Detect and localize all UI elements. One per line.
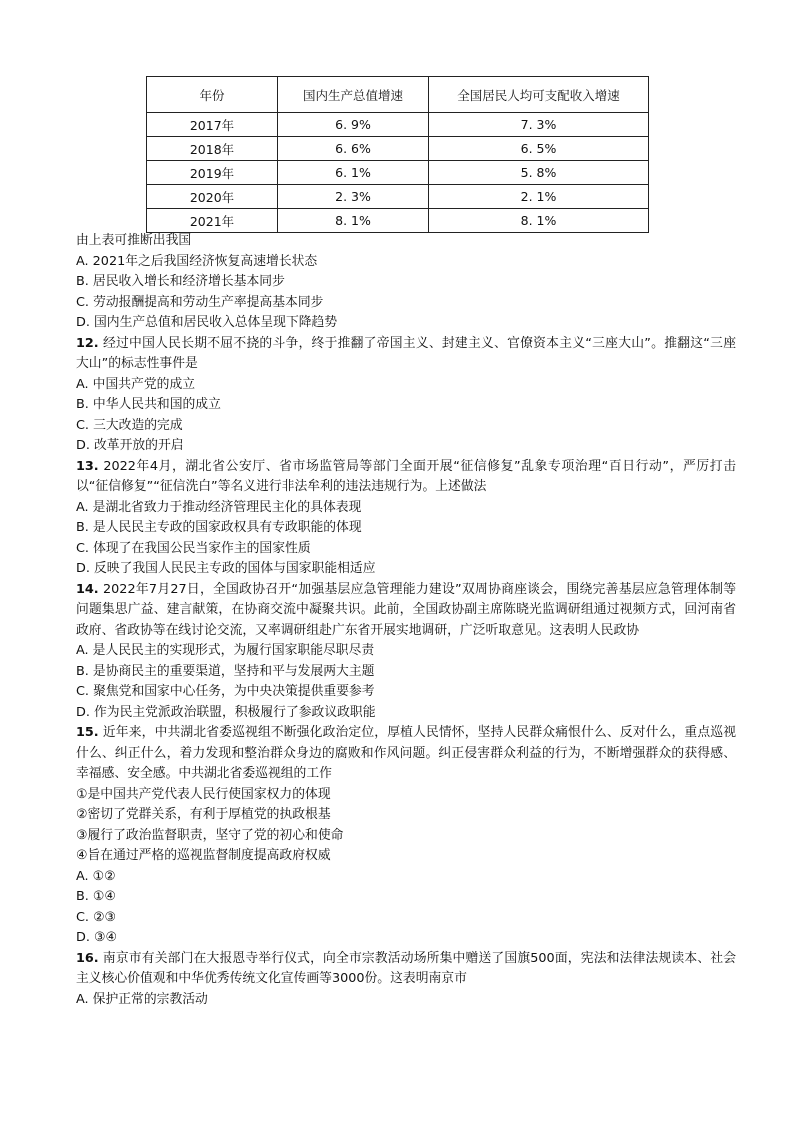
answer-option: A. 保护正常的宗教活动 [76,991,208,1007]
answer-option: A. 是湖北省致力于推动经济管理民主化的具体表现 [76,499,362,515]
data-table-container [146,76,649,233]
question-number: 13. [76,458,99,474]
answer-option: B. 中华人民共和国的成立 [76,397,221,412]
question-content [76,231,736,1010]
answer-option: C. ②③ [76,909,117,925]
statement-item: ①是中国共产党代表人民行使国家权力的体现 [76,786,331,802]
table-cell: 2018年 [147,137,278,161]
answer-option: D. ③④ [76,930,117,945]
answer-option: C. 聚焦党和国家中心任务，为中央决策提供重要参考 [76,684,375,699]
table-cell: 2021年 [147,209,278,233]
answer-option: C. 体现了在我国公民当家作主的国家性质 [76,540,311,556]
table-cell: 6. 5% [429,137,649,161]
table-cell: 6. 9% [278,113,429,137]
question-number: 12. [76,335,99,351]
question-stem: 2022年7月27日，全国政协召开“加强基层应急管理能力建设”双周协商座谈会，围绕完善基层应急管理体制等问题集思广益、建言献策，在协商交流中凝聚共识。此前，全国政协副主席陈晓光监调研组通过视频方式，回河南省政府、省政协等在线讨论交流，又率调研组赴广东省开展实地调研，广泛听取意见。这表明人民政协 [76,581,736,638]
table-row [147,113,649,137]
question-stem: 近年来，中共湖北省委巡视组不断强化政治定位，厚植人民情怀，坚持人民群众痛恨什么、反对什么，重点巡视什么、纠正什么，着力发现和整治群众身边的腐败和作风问题。纠正侵害群众利益的行为，不断增强群众的获得感、幸福感、安全感。中共湖北省委巡视组的工作 [76,725,736,781]
question-12 [76,334,736,375]
statement-item: ④旨在通过严格的巡视监督制度提高政府权威 [76,848,331,863]
question-15 [76,723,736,785]
answer-option: A. 是人民民主的实现形式，为履行国家职能尽职尽责 [76,643,375,658]
table-cell: 2020年 [147,185,278,209]
answer-option: D. 改革开放的开启 [76,438,184,453]
table-row [147,185,649,209]
table-header-row [147,77,649,113]
answer-option: D. 国内生产总值和居民收入总体呈现下降趋势 [76,315,338,330]
question-stem: 南京市有关部门在大报恩寺举行仪式，向全市宗教活动场所集中赠送了国旗500面，宪法和法律法规读本、社会主义核心价值观和中华优秀传统文化宣传画等3000份。这表明南京市 [76,950,736,986]
answer-option: C. 三大改造的完成 [76,417,183,433]
table-cell: 5. 8% [429,161,649,185]
table-cell: 8. 1% [278,209,429,233]
answer-option: A. 2021年之后我国经济恢复高速增长状态 [76,253,318,269]
table-cell: 2. 3% [278,185,429,209]
table-header-cell: 国内生产总值增速 [278,77,429,113]
question-number: 16. [76,950,99,966]
table-cell: 2. 1% [429,185,649,209]
question-stem: 由上表可推断出我国 [76,233,192,248]
statement-item: ③履行了政治监督职责，坚守了党的初心和使命 [76,827,344,843]
table-header-cell: 年份 [147,77,278,113]
table-cell: 2019年 [147,161,278,185]
question-stem: 经过中国人民长期不屈不挠的斗争，终于推翻了帝国主义、封建主义、官僚资本主义“三座大山”。推翻这“三座大山”的标志性事件是 [76,335,736,371]
table-cell: 6. 1% [278,161,429,185]
answer-option: D. 作为民主党派政治联盟，积极履行了参政议政职能 [76,704,376,720]
answer-option: B. ①④ [76,889,116,904]
answer-option: C. 劳动报酬提高和劳动生产率提高基本同步 [76,294,324,310]
table-cell: 7. 3% [429,113,649,137]
statement-item: ②密切了党群关系，有利于厚植党的执政根基 [76,807,331,822]
table-row [147,209,649,233]
growth-rate-table [146,76,649,233]
table-cell: 8. 1% [429,209,649,233]
question-16 [76,949,736,990]
question-13 [76,457,736,498]
answer-option: B. 是人民民主专政的国家政权具有专政职能的体现 [76,520,362,535]
table-row [147,161,649,185]
table-header-cell: 全国居民人均可支配收入增速 [429,77,649,113]
answer-option: B. 是协商民主的重要渠道，坚持和平与发展两大主题 [76,663,375,679]
table-cell: 6. 6% [278,137,429,161]
question-stem: 2022年4月，湖北省公安厅、省市场监管局等部门全面开展“征信修复”乱象专项治理“百日行动”，严厉打击以“征信修复”“征信洗白”等名义进行非法牟利的违法违规行为。上述做法 [76,458,736,494]
answer-option: D. 反映了我国人民民主专政的国体与国家职能相适应 [76,561,376,576]
table-row [147,137,649,161]
table-cell: 2017年 [147,113,278,137]
answer-option: A. 中国共产党的成立 [76,376,196,392]
answer-option: B. 居民收入增长和经济增长基本同步 [76,274,285,289]
answer-option: A. ①② [76,868,116,884]
question-number: 14. [76,581,99,597]
question-number: 15. [76,725,99,740]
question-14 [76,580,736,642]
